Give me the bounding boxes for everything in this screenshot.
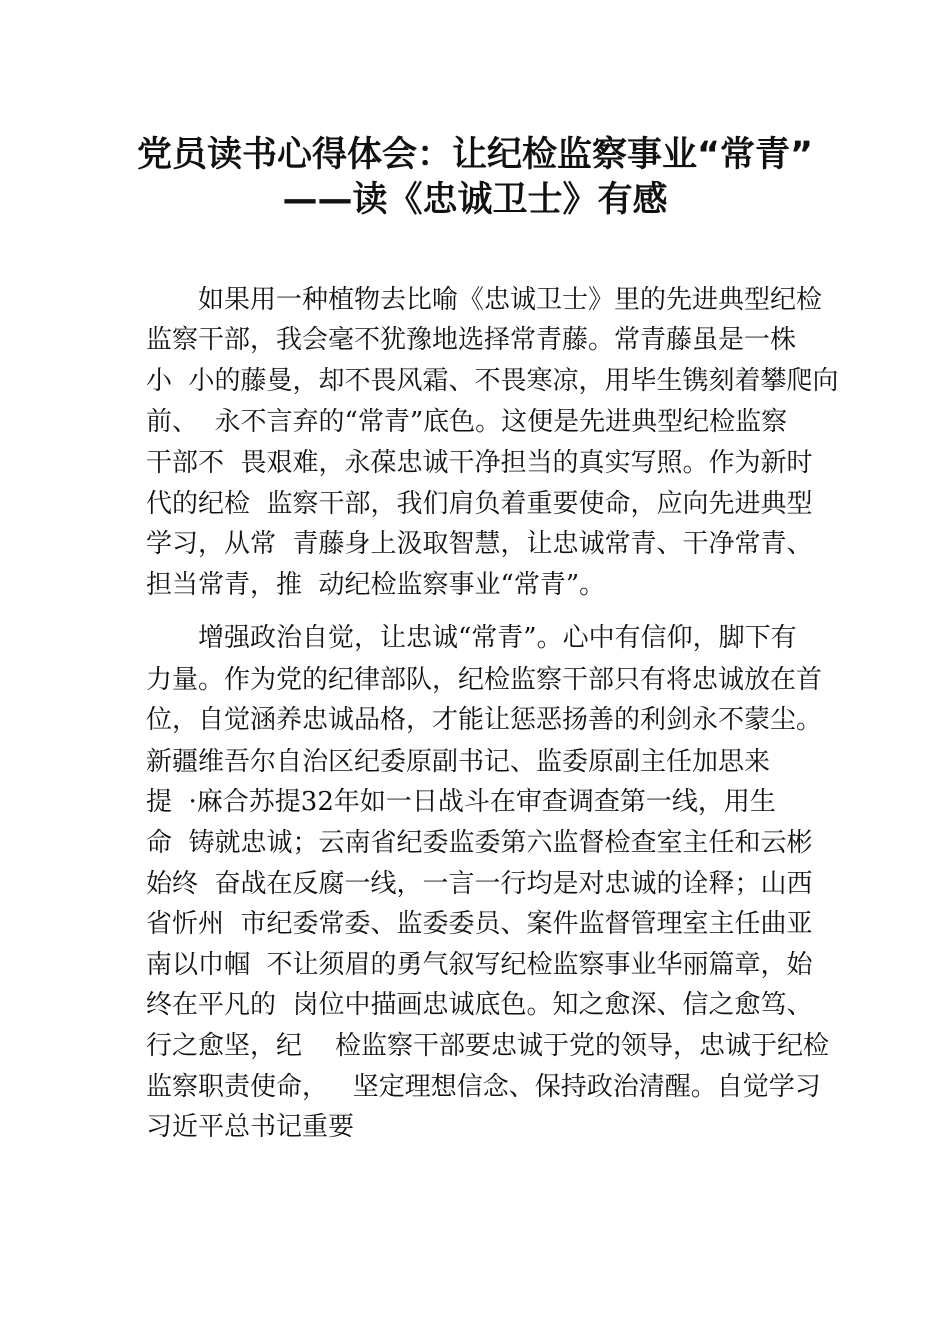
paragraph-2-line: 提 ·麻合苏提32年如一日战斗在审查调查第一线，用生 xyxy=(146,787,776,817)
paragraph-1-line: 前、 永不言弃的“常青”底色。这便是先进典型纪检监察 xyxy=(146,407,788,437)
paragraph-2-line: 习近平总书记重要 xyxy=(146,1112,355,1142)
paragraph-1-line: 干部不 畏艰难，永葆忠诚干净担当的真实写照。作为新时 xyxy=(146,448,813,478)
paragraph-2-line: 增强政治自觉，让忠诚“常青”。心中有信仰，脚下有 xyxy=(146,623,797,653)
paragraph-2-line: 位，自觉涵养忠诚品格，才能让惩恶扬善的利剑永不蒙尘。 xyxy=(146,705,823,735)
paragraph-1-line: 监察干部，我会毫不犹豫地选择常青藤。常青藤虽是一株 xyxy=(146,325,797,355)
paragraph-2-line: 行之愈坚，纪 检监察干部要忠诚于党的领导，忠诚于纪检 xyxy=(146,1031,830,1061)
paragraph-2-line: 命 铸就忠诚；云南省纪委监委第六监督检查室主任和云彬 xyxy=(146,828,813,858)
paragraph-1-line: 学习，从常 青藤身上汲取智慧，让忠诚常青、干净常青、 xyxy=(146,529,813,559)
paragraph-2-line: 终在平凡的 岗位中描画忠诚底色。知之愈深、信之愈笃、 xyxy=(146,990,813,1020)
paragraph-1-line: 如果用一种植物去比喻《忠诚卫士》里的先进典型纪检 xyxy=(146,285,823,315)
paragraph-1-line: 小 小的藤曼，却不畏风霜、不畏寒凉，用毕生镌刻着攀爬向 xyxy=(146,366,839,396)
title-line-2: ——读《忠诚卫士》有感 xyxy=(282,180,668,220)
paragraph-1-line: 担当常青，推 动纪检监察事业“常青”。 xyxy=(146,570,606,600)
title-line-1: 党员读书心得体会：让纪检监察事业“常青” xyxy=(136,135,813,175)
paragraph-2-line: 南以巾帼 不让须眉的勇气叙写纪检监察事业华丽篇章，始 xyxy=(146,950,813,980)
paragraph-1-line: 代的纪检 监察干部，我们肩负着重要使命，应向先进典型 xyxy=(146,489,813,519)
paragraph-2-line: 始终 奋战在反腐一线，一言一行均是对忠诚的诠释；山西 xyxy=(146,869,813,899)
paragraph-2-line: 省忻州 市纪委常委、监委委员、案件监督管理室主任曲亚 xyxy=(146,909,813,939)
paragraph-2-line: 力量。作为党的纪律部队，纪检监察干部只有将忠诚放在首 xyxy=(146,665,823,695)
paragraph-2-line: 监察职责使命， 坚定理想信念、保持政治清醒。自觉学习 xyxy=(146,1072,821,1102)
paragraph-2-line: 新疆维吾尔自治区纪委原副书记、监委原副主任加思来 xyxy=(146,747,771,777)
